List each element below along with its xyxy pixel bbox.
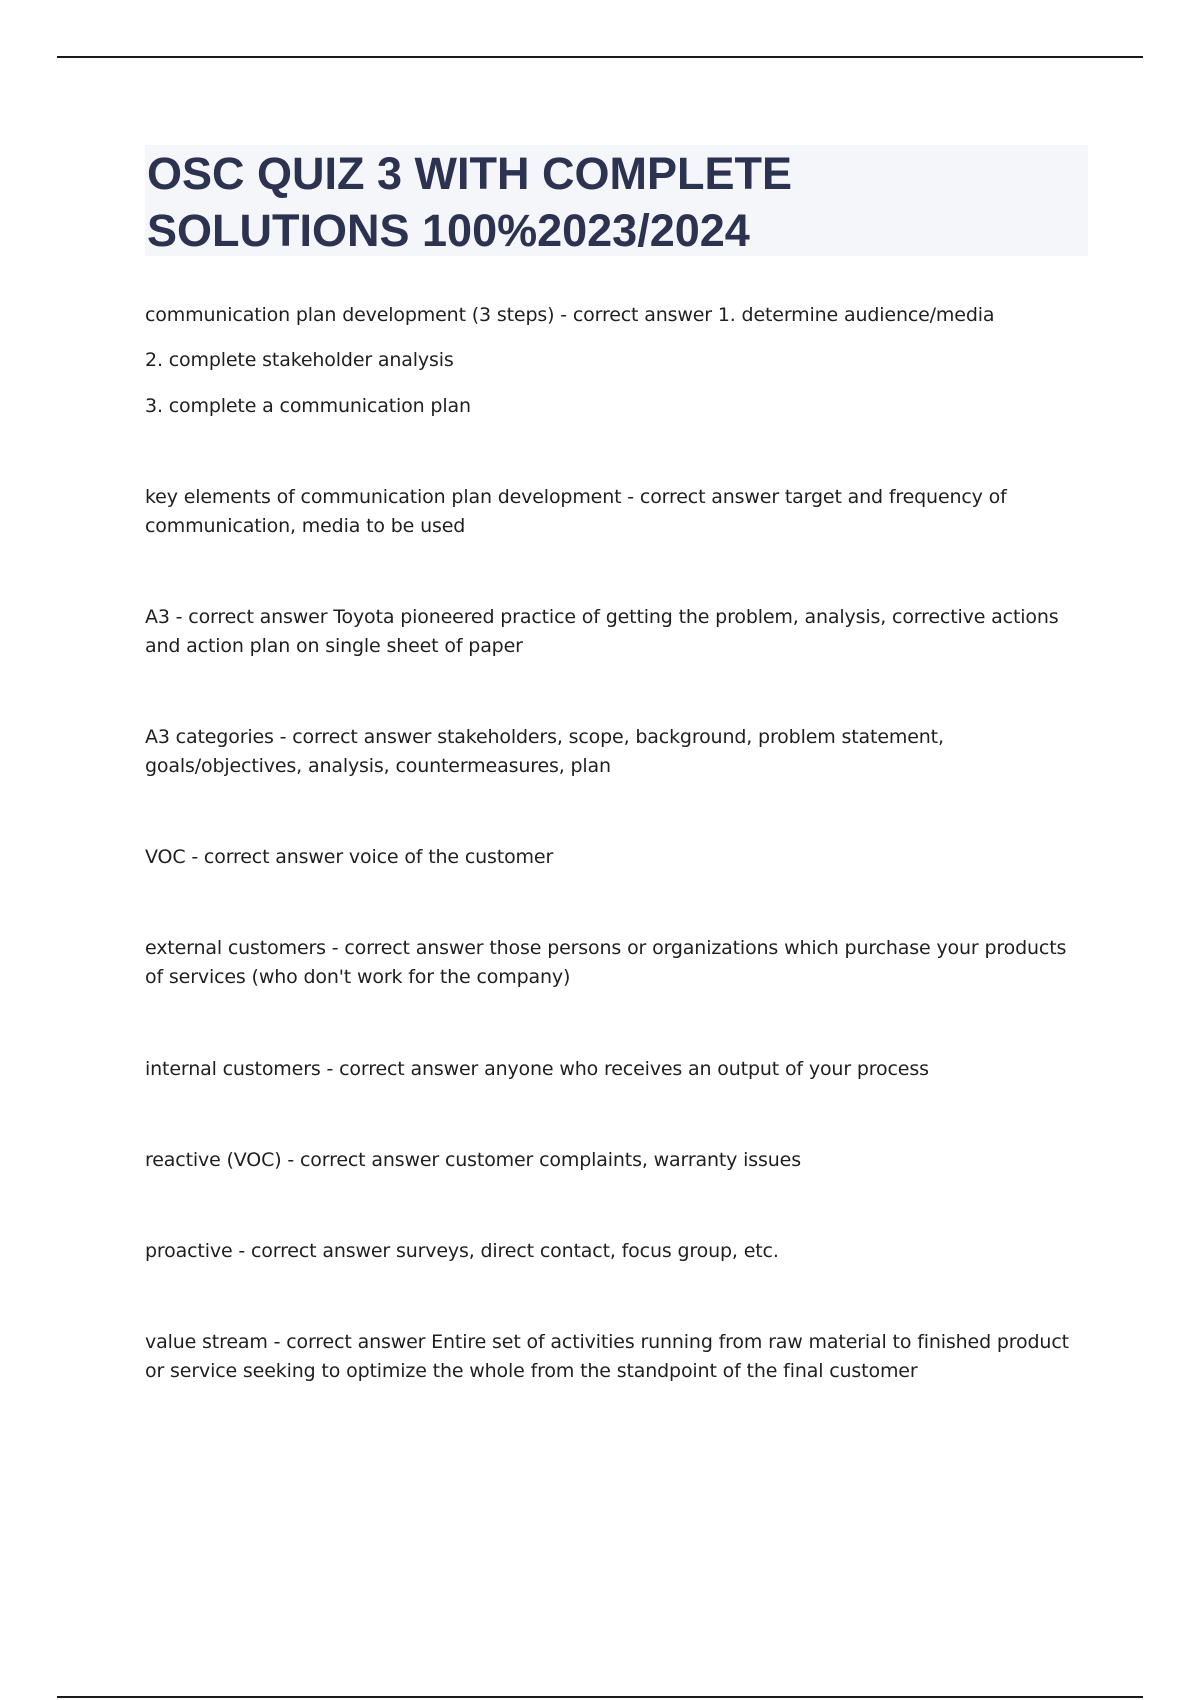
qa-entry-external-customers [145,934,1075,992]
qa-text: internal customers - correct answer anyone who receives an output of your process [145,1058,929,1080]
title-line-2: SOLUTIONS 100%2023/2024 [147,205,750,256]
qa-text: proactive - correct answer surveys, direct contact, focus group, etc. [145,1240,779,1262]
qa-text: key elements of communication plan development - correct answer target and frequency of communication, media to be used [145,486,1007,537]
qa-text: VOC - correct answer voice of the customer [145,846,554,868]
bottom-rule [57,1696,1143,1698]
qa-text: value stream - correct answer Entire set of activities running from raw material to finished product or service seeking to optimize the whole from the standpoint of the final customer [145,1331,1069,1382]
qa-step-3 [145,392,1075,421]
qa-text: 3. complete a communication plan [145,395,471,417]
qa-entry-a3 [145,603,1075,661]
top-rule [57,56,1143,58]
qa-entry-a3-categories [145,723,1075,781]
qa-text: reactive (VOC) - correct answer customer complaints, warranty issues [145,1149,801,1171]
qa-entry-proactive [145,1237,1075,1266]
qa-entry-voc [145,843,1075,872]
document-title [145,145,1088,256]
qa-entry-communication-plan-development [145,301,1075,330]
qa-text: communication plan development (3 steps) - correct answer 1. determine audience/media [145,304,995,326]
qa-entry-key-elements [145,483,1075,541]
qa-text: external customers - correct answer those persons or organizations which purchase your products of services (who don't work for the company) [145,937,1067,988]
title-line-1: OSC QUIZ 3 WITH COMPLETE [147,148,793,199]
qa-text: A3 categories - correct answer stakeholders, scope, background, problem statement, goals/objectives, analysis, countermeasures, plan [145,726,944,777]
qa-entry-internal-customers [145,1055,1075,1084]
qa-entry-value-stream [145,1328,1075,1386]
qa-text: 2. complete stakeholder analysis [145,349,454,371]
qa-entry-reactive-voc [145,1146,1075,1175]
qa-text: A3 - correct answer Toyota pioneered practice of getting the problem, analysis, corrective actions and action plan on single sheet of paper [145,606,1059,657]
qa-step-2 [145,346,1075,375]
